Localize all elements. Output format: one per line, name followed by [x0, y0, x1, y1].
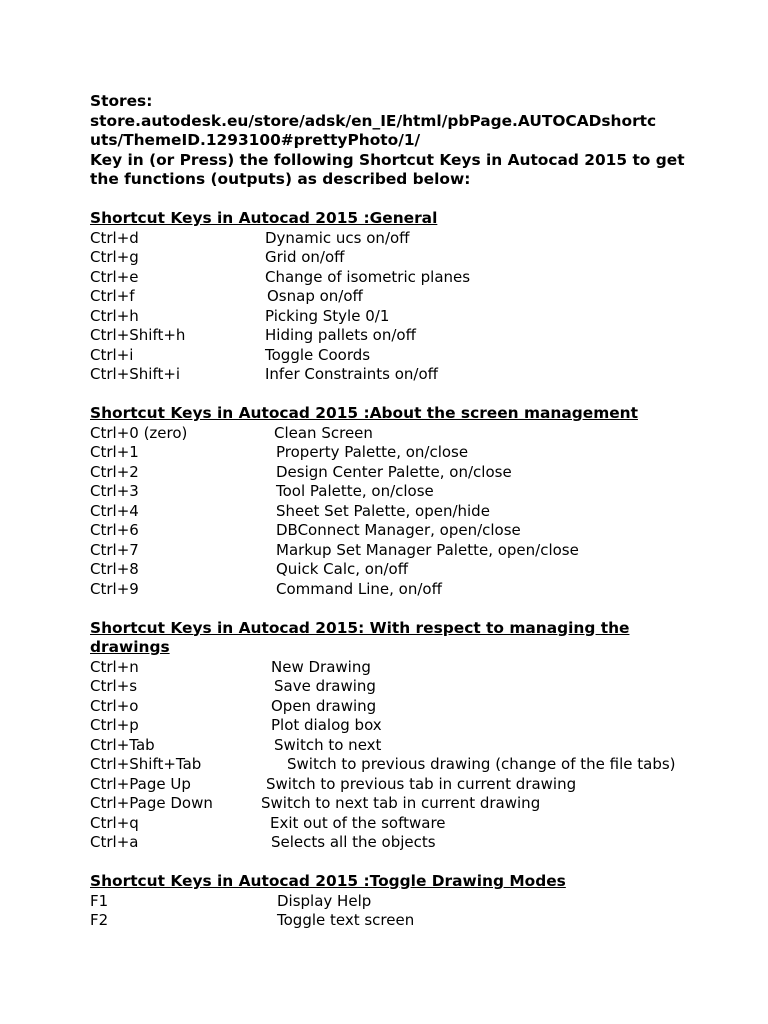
shortcut-row	[90, 814, 750, 834]
store-url-line-2: uts/ThemeID.1293100#prettyPhoto/1/	[90, 131, 421, 149]
shortcut-row	[90, 346, 750, 366]
shortcut-row	[90, 463, 750, 483]
shortcut-key: Ctrl+Page Up	[90, 774, 191, 793]
shortcut-key: F1	[90, 891, 109, 910]
shortcut-row	[90, 736, 750, 756]
shortcut-row	[90, 911, 750, 931]
instruction-line-2: the functions (outputs) as described below:	[90, 170, 471, 188]
shortcut-row	[90, 580, 750, 600]
shortcut-key: Ctrl+Shift+Tab	[90, 755, 202, 773]
shortcut-description: Command Line, on/off	[276, 579, 442, 598]
shortcut-description: Open drawing	[271, 696, 377, 715]
shortcut-key: Ctrl+e	[90, 267, 139, 286]
shortcut-key: Ctrl+1	[90, 443, 139, 461]
shortcut-row	[90, 541, 750, 561]
shortcut-description: Switch to previous tab in current drawing	[266, 774, 577, 793]
shortcut-row	[90, 521, 750, 541]
shortcut-description: Hiding pallets on/off	[265, 326, 416, 344]
section-heading: Shortcut Keys in Autocad 2015 :General	[90, 209, 438, 227]
shortcut-row	[90, 892, 750, 912]
shortcut-key: Ctrl+s	[90, 677, 138, 695]
shortcut-description: Exit out of the software	[270, 813, 446, 832]
spacer	[90, 599, 750, 619]
shortcut-key: Ctrl+9	[90, 579, 139, 598]
shortcut-key: Ctrl+p	[90, 716, 139, 734]
shortcut-description: Property Palette, on/close	[276, 443, 469, 461]
section-heading-line-1: Shortcut Keys in Autocad 2015: With respect to managing the	[90, 618, 630, 637]
shortcut-row	[90, 658, 750, 678]
shortcut-key: F2	[90, 911, 109, 929]
shortcut-description: Sheet Set Palette, open/hide	[276, 501, 490, 520]
shortcut-key: Ctrl+h	[90, 306, 139, 325]
shortcut-row	[90, 482, 750, 502]
shortcut-key: Ctrl+7	[90, 540, 139, 559]
shortcut-key: Ctrl+6	[90, 521, 139, 539]
shortcut-row	[90, 833, 750, 853]
section-screen-management	[90, 404, 750, 599]
document-page	[90, 92, 750, 931]
spacer	[90, 853, 750, 873]
shortcut-description: Quick Calc, on/off	[276, 560, 409, 578]
shortcut-description: Infer Constraints on/off	[265, 365, 438, 383]
shortcut-description: Switch to previous drawing (change of the file tabs)	[287, 755, 676, 773]
section-heading: Shortcut Keys in Autocad 2015 :Toggle Drawing Modes	[90, 872, 566, 890]
shortcut-description: Clean Screen	[274, 423, 373, 442]
spacer	[90, 385, 750, 405]
shortcut-key: Ctrl+o	[90, 696, 139, 715]
shortcut-row	[90, 424, 750, 444]
shortcut-key: Ctrl+i	[90, 345, 134, 364]
shortcut-key: Ctrl+Tab	[90, 735, 155, 754]
shortcut-key: Ctrl+Page Down	[90, 794, 213, 812]
shortcut-key: Ctrl+d	[90, 228, 139, 247]
shortcut-key: Ctrl+4	[90, 501, 139, 520]
shortcut-description: Markup Set Manager Palette, open/close	[276, 540, 579, 559]
shortcut-description: Switch to next tab in current drawing	[261, 794, 541, 812]
store-url-line-1: store.autodesk.eu/store/adsk/en_IE/html/pbPage.AUTOCADshortc	[90, 111, 657, 130]
section-heading-line-2: drawings	[90, 638, 170, 656]
shortcut-description: Plot dialog box	[271, 716, 382, 734]
shortcut-key: Ctrl+3	[90, 482, 139, 500]
section-toggle-drawing-modes	[90, 872, 750, 931]
shortcut-row	[90, 697, 750, 717]
stores-label: Stores:	[90, 92, 153, 110]
shortcut-row	[90, 794, 750, 814]
shortcut-row	[90, 502, 750, 522]
shortcut-description: Osnap on/off	[267, 287, 363, 305]
shortcut-description: Save drawing	[274, 677, 376, 695]
shortcut-key: Ctrl+8	[90, 560, 139, 578]
shortcut-key: Ctrl+0 (zero)	[90, 423, 188, 442]
spacer	[90, 190, 750, 210]
shortcut-description: Grid on/off	[265, 248, 345, 266]
shortcut-row	[90, 677, 750, 697]
shortcut-key: Ctrl+Shift+i	[90, 365, 181, 383]
shortcut-key: Ctrl+n	[90, 657, 139, 676]
shortcut-description: Display Help	[277, 891, 372, 910]
shortcut-row	[90, 755, 750, 775]
shortcut-description: Selects all the objects	[271, 833, 436, 851]
shortcut-row	[90, 365, 750, 385]
section-heading: Shortcut Keys in Autocad 2015 :About the screen management	[90, 404, 638, 422]
shortcut-description: Tool Palette, on/close	[276, 482, 434, 500]
shortcut-description: Toggle text screen	[277, 911, 415, 929]
shortcut-description: Change of isometric planes	[265, 267, 471, 286]
shortcut-row	[90, 560, 750, 580]
instruction-line-1: Key in (or Press) the following Shortcut Keys in Autocad 2015 to get	[90, 150, 685, 169]
shortcut-description: Dynamic ucs on/off	[265, 228, 410, 247]
shortcut-row	[90, 268, 750, 288]
shortcut-description: Switch to next	[274, 735, 382, 754]
shortcut-row	[90, 229, 750, 249]
shortcut-description: Picking Style 0/1	[265, 306, 390, 325]
shortcut-key: Ctrl+g	[90, 248, 139, 266]
shortcut-key: Ctrl+a	[90, 833, 139, 851]
shortcut-key: Ctrl+2	[90, 462, 139, 481]
shortcut-description: Toggle Coords	[265, 345, 371, 364]
shortcut-row	[90, 326, 750, 346]
shortcut-row	[90, 287, 750, 307]
shortcut-row	[90, 775, 750, 795]
shortcut-description: Design Center Palette, on/close	[276, 462, 512, 481]
shortcut-row	[90, 307, 750, 327]
shortcut-key: Ctrl+Shift+h	[90, 326, 186, 344]
shortcut-row	[90, 248, 750, 268]
shortcut-key: Ctrl+f	[90, 287, 135, 305]
shortcut-row	[90, 443, 750, 463]
section-managing-drawings	[90, 619, 750, 853]
shortcut-description: New Drawing	[271, 657, 371, 676]
shortcut-row	[90, 716, 750, 736]
shortcut-description: DBConnect Manager, open/close	[276, 521, 521, 539]
section-general	[90, 209, 750, 385]
shortcut-key: Ctrl+q	[90, 813, 139, 832]
